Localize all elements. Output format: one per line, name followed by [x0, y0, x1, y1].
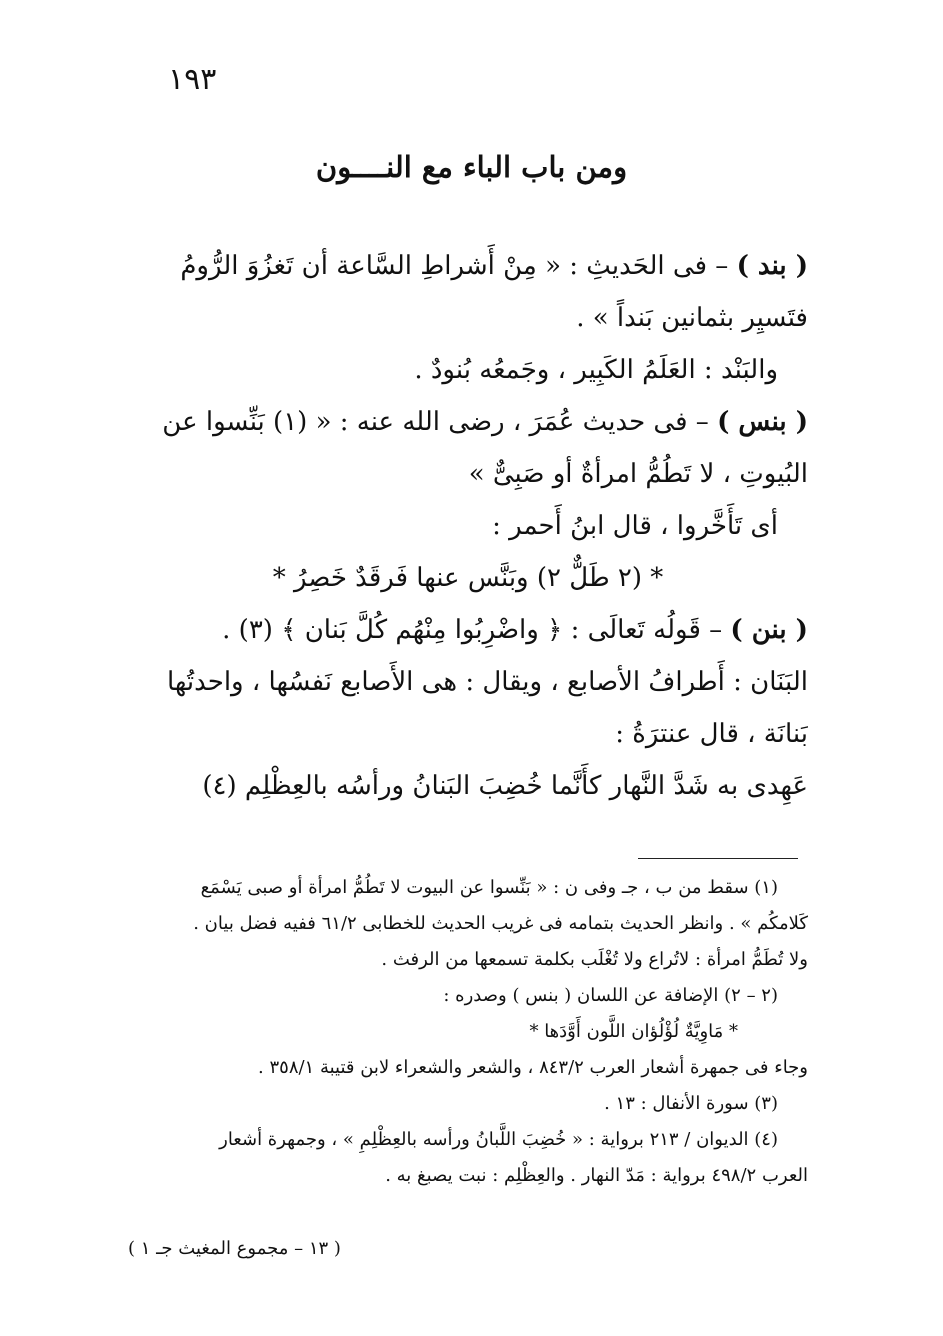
text-line: والبَنْد : العَلَمُ الكَبِير ، وجَمعُه بُنودٌ . [414, 355, 778, 385]
footnote-line: ولا تُطَمُّ امرأة : لاتُراع ولا تُغْلَب بكلمة تسمعها من الرفث . [381, 949, 808, 970]
page-number: ١٩٣ [168, 62, 217, 97]
text-line: ( بنن ) – قَولُه تَعالَى : ﴿ واضْرِبُوا مِنْهُم كُلَّ بَنان ﴾ (٣) . [222, 615, 808, 645]
text-line: البَنَان : أَطرافُ الأصابع ، ويقال : هى الأَصابع نَفسُها ، واحدتُها [166, 667, 808, 697]
text-line: أى تَأَخَّروا ، قال ابنُ أَحمر : [492, 511, 778, 541]
text-line: ( بنس ) – فى حديث عُمَرَ ، رضى الله عنه : « (١) بَنِّسوا عن [162, 407, 808, 437]
footnotes [128, 870, 808, 1194]
text-line: بَنانَة ، قال عنترَةُ : [615, 719, 808, 749]
text-line: ( بند ) – فى الحَديثِ : « مِنْ أَشراطِ السَّاعة أن تَغزُوَ الرُّومُ [180, 251, 808, 281]
entry-headword: ( بند ) [736, 251, 808, 281]
footnote-line: * مَاوِيَّةٌ لُؤْلُؤان اللَّون أَوَّدَها * [529, 1021, 738, 1042]
text-line: فتَسيِر بثمانين بَنداً » . [576, 303, 808, 333]
verse-line: عَهِدى به شَدَّ النَّهار كأَنَّما خُضِبَ البَنانُ ورأسُه بالعِظْلِم (٤) [202, 771, 808, 801]
footnote-line: (١) سقط من ب ، جـ وفى ن : « بَنِّسوا عن البيوت لا تَطُمُّ امرأة أو صبى يَسْمَع [200, 877, 778, 898]
entry-headword: ( بنن ) [730, 615, 808, 645]
section-title: ومن باب الباء مع النــــون [315, 150, 628, 184]
verse-line: * (٢ طَلٌّ ٢) وبَنَّس عنها فَرقَدٌ خَصِرُ * [272, 563, 664, 593]
main-text [128, 240, 808, 812]
footnote-line: (٢ – ٢) الإضافة عن اللسان ( بنس ) وصدره : [443, 985, 778, 1006]
footnote-line: (٣) سورة الأنفال : ١٣ . [604, 1093, 778, 1114]
footnote-separator [638, 858, 798, 859]
signature-mark: ( ١٣ – مجموع المغيث جـ ١ ) [128, 1238, 341, 1259]
footnote-line: كَلامكُم » . وانظر الحديث بتمامه فى غريب الحديث للخطابى ٦١/٢ ففيه فضل بيان . [193, 913, 808, 934]
footnote-line: (٤) الديوان / ٢١٣ برواية : « خُضِبَ اللَّبانُ ورأسه بالعِظْلِمِ » ، وجمهرة أشعار [219, 1129, 778, 1150]
footnote-line: وجاء فى جمهرة أشعار العرب ٨٤٣/٢ ، والشعر والشعراء لابن قتيبة ٣٥٨/١ . [258, 1057, 808, 1078]
footnote-line: العرب ٤٩٨/٢ برواية : مَدّ النهار . والعِظْلِم : نبت يصبغ به . [385, 1165, 808, 1186]
entry-headword: ( بنس ) [717, 407, 808, 437]
text-line: البُيوتِ ، لا تَطُمُّ امرأةٌ أو صَبِىٌّ » [468, 459, 808, 489]
